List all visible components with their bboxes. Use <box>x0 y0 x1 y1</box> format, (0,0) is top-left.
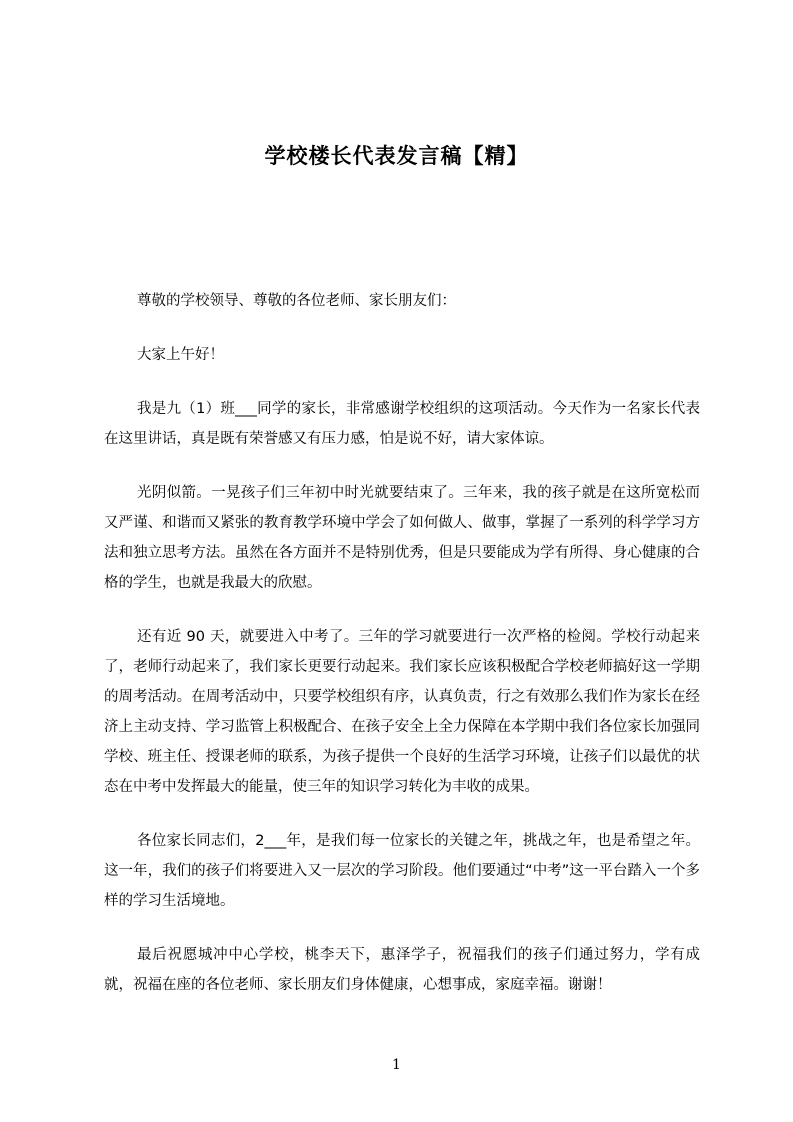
document-body <box>104 286 700 1024</box>
paragraph-reflection: 光阴似箭。一晃孩子们三年初中时光就要结束了。三年来，我的孩子就是在这所宽松而又严谨、和谐而又紧张的教育教学环境中学会了如何做人、做事，掌握了一系列的科学学习方法和独立思考方法。虽然在各方面并不是特别优秀，但是只要能成为学有所得、身心健康的合格的学生，也就是我最大的欣慰。 <box>104 485 700 591</box>
paragraph-exam-preparation: 还有近 90 天，就要进入中考了。三年的学习就要进行一次严格的检阅。学校行动起来了，老师行动起来了，我们家长更要行动起来。我们家长应该积极配合学校老师搞好这一学期的周考活动。在周考活动中，只要学校组织有序，认真负责，行之有效那么我们作为家长在经济上主动支持、学习监管上积极配合、在孩子安全上全力保障在本学期中我们各位家长加强同学校、班主任、授课老师的联系，为孩子提供一个良好的生活学习环境，让孩子们以最优的状态在中考中发挥最大的能量，使三年的知识学习转化为丰收的成果。 <box>104 629 700 795</box>
document-title: 学校楼长代表发言稿【精】 <box>264 144 529 168</box>
paragraph-salutation: 尊敬的学校领导、尊敬的各位老师、家长朋友们： <box>137 293 456 309</box>
paragraph-closing: 最后祝愿城冲中心学校，桃李天下，惠泽学子，祝福我们的孩子们通过努力，学有成就，祝福在座的各位老师、家长朋友们身体健康，心想事成，家庭幸福。谢谢！ <box>104 947 700 993</box>
paragraph-introduction: 我是九（1）班___同学的家长，非常感谢学校组织的这项活动。今天作为一名家长代表在这里讲话，真是既有荣誉感又有压力感，怕是说不好，请大家体谅。 <box>104 401 700 447</box>
page-number: 1 <box>392 1057 401 1073</box>
paragraph-key-year: 各位家长同志们，2___年，是我们每一位家长的关键之年，挑战之年，也是希望之年。这一年，我们的孩子们将要进入又一层次的学习阶段。他们要通过“中考”这一平台踏入一个多样的学习生活境地。 <box>104 833 700 909</box>
paragraph-greeting: 大家上午好！ <box>137 347 224 363</box>
